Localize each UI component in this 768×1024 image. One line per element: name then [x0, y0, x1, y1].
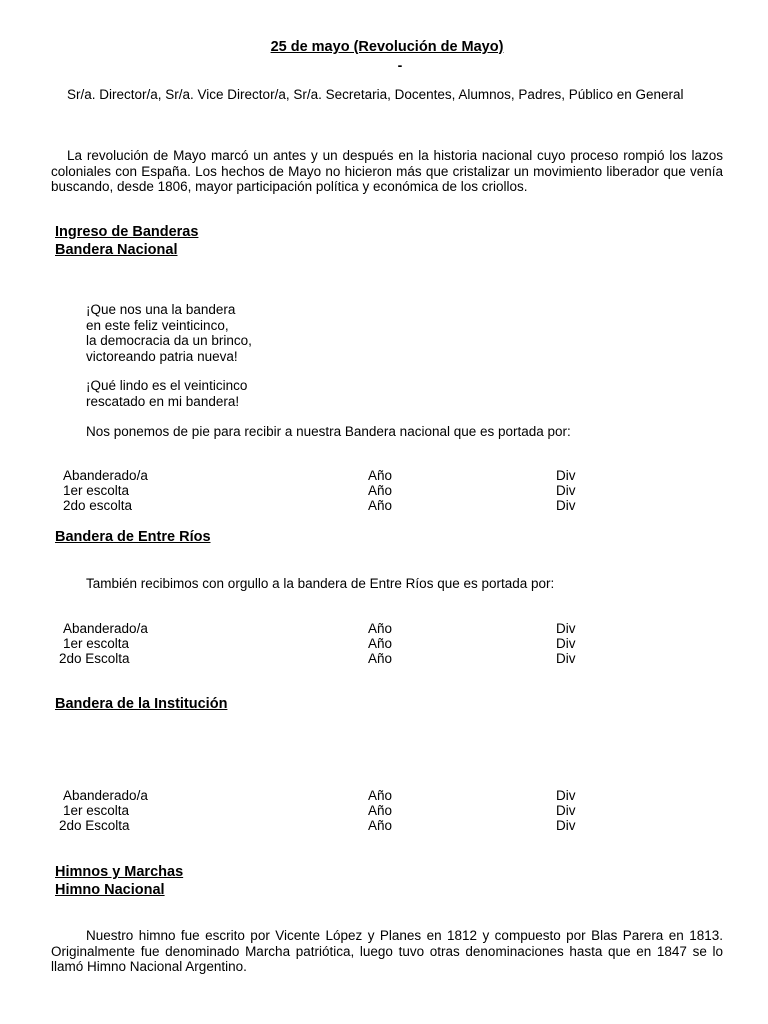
table-cell-year: Año: [368, 498, 393, 513]
table-cell-div: Div: [556, 803, 576, 818]
entre-rios-years: [368, 621, 392, 666]
entre-rios-divs: [556, 621, 576, 666]
verse-2-line: ¡Qué lindo es el veinticinco: [86, 378, 248, 393]
table-cell-role: Abanderado/a: [63, 621, 148, 636]
himno-paragraph: [51, 928, 723, 975]
table-cell-year: Año: [368, 483, 393, 498]
table-cell-div: Div: [556, 468, 576, 483]
himno-nacional-heading: Himno Nacional: [55, 882, 165, 898]
table-cell-year: Año: [368, 621, 393, 636]
table-cell-year: Año: [368, 468, 393, 483]
verse-1-line: la democracia da un brinco,: [86, 333, 252, 348]
bandera-nacional-heading: Bandera Nacional: [55, 242, 178, 258]
table-cell-role: Abanderado/a: [63, 788, 148, 803]
table-cell-role: Abanderado/a: [63, 468, 148, 483]
ingreso-banderas-heading: Ingreso de Banderas: [55, 224, 199, 240]
greeting-paragraph: [51, 87, 723, 103]
intro-text: La revolución de Mayo marcó un antes y un después en la historia nacional cuyo proceso rompió los lazos coloniales con España. Los hechos de Mayo no hicieron más que cristalizar un movimiento liberador que venía buscando, desde 1806, mayor participación política y económica de los criollos.: [51, 148, 723, 194]
table-cell-year: Año: [368, 818, 393, 833]
table-cell-role: 1er escolta: [63, 636, 130, 651]
table-cell-role: 1er escolta: [63, 483, 130, 498]
table-cell-role: 2do Escolta: [59, 818, 130, 833]
table-cell-div: Div: [556, 483, 576, 498]
verse-2: [86, 378, 247, 409]
table-cell-role: 2do escolta: [63, 498, 133, 513]
verse-2-line: rescatado en mi bandera!: [86, 393, 240, 409]
table-cell-div: Div: [556, 651, 576, 666]
entre-rios-intro: También recibimos con orgullo a la bandera de Entre Ríos que es portada por:: [86, 576, 555, 591]
himnos-marchas-heading: Himnos y Marchas: [55, 864, 184, 880]
table-cell-year: Año: [368, 788, 393, 803]
table-cell-div: Div: [556, 621, 576, 636]
table-cell-role: 1er escolta: [63, 803, 130, 818]
institucion-divs: [556, 788, 576, 833]
himno-text: Nuestro himno fue escrito por Vicente López y Planes en 1812 y compuesto por Blas Parera en 1813. Originalmente fue denominado Marcha patriótica, luego tuvo otras denominaciones hasta que en 1847 se lo llamó Himno Nacional Argentino.: [51, 928, 723, 974]
table-cell-div: Div: [556, 498, 576, 513]
verse-1-line: en este feliz veinticinco,: [86, 317, 229, 333]
institucion-years: [368, 788, 392, 833]
intro-paragraph: [51, 148, 723, 195]
table-cell-div: Div: [556, 818, 576, 833]
greeting-text: Sr/a. Director/a, Sr/a. Vice Director/a, Sr/a. Secretaria, Docentes, Alumnos, Padres, Público en General: [67, 87, 684, 102]
institucion-roles: [59, 788, 148, 833]
page-title: 25 de mayo (Revolución de Mayo): [270, 39, 504, 55]
entre-rios-roles: [59, 621, 148, 666]
table-cell-role: 2do Escolta: [59, 651, 130, 666]
institucion-heading: Bandera de la Institución: [55, 696, 228, 712]
verse-1: [86, 302, 252, 364]
nacional-years: [368, 468, 392, 513]
table-cell-year: Año: [368, 636, 393, 651]
verse-1-line: ¡Que nos una la bandera: [86, 302, 236, 317]
table-cell-year: Año: [368, 803, 393, 818]
nacional-intro: Nos ponemos de pie para recibir a nuestra Bandera nacional que es portada por:: [86, 424, 571, 439]
title-dash: -: [397, 57, 403, 73]
nacional-divs: [556, 468, 576, 513]
table-cell-div: Div: [556, 788, 576, 803]
nacional-roles: [63, 468, 148, 513]
entre-rios-heading: Bandera de Entre Ríos: [55, 529, 211, 545]
verse-1-line: victoreando patria nueva!: [86, 348, 238, 364]
table-cell-year: Año: [368, 651, 393, 666]
table-cell-div: Div: [556, 636, 576, 651]
